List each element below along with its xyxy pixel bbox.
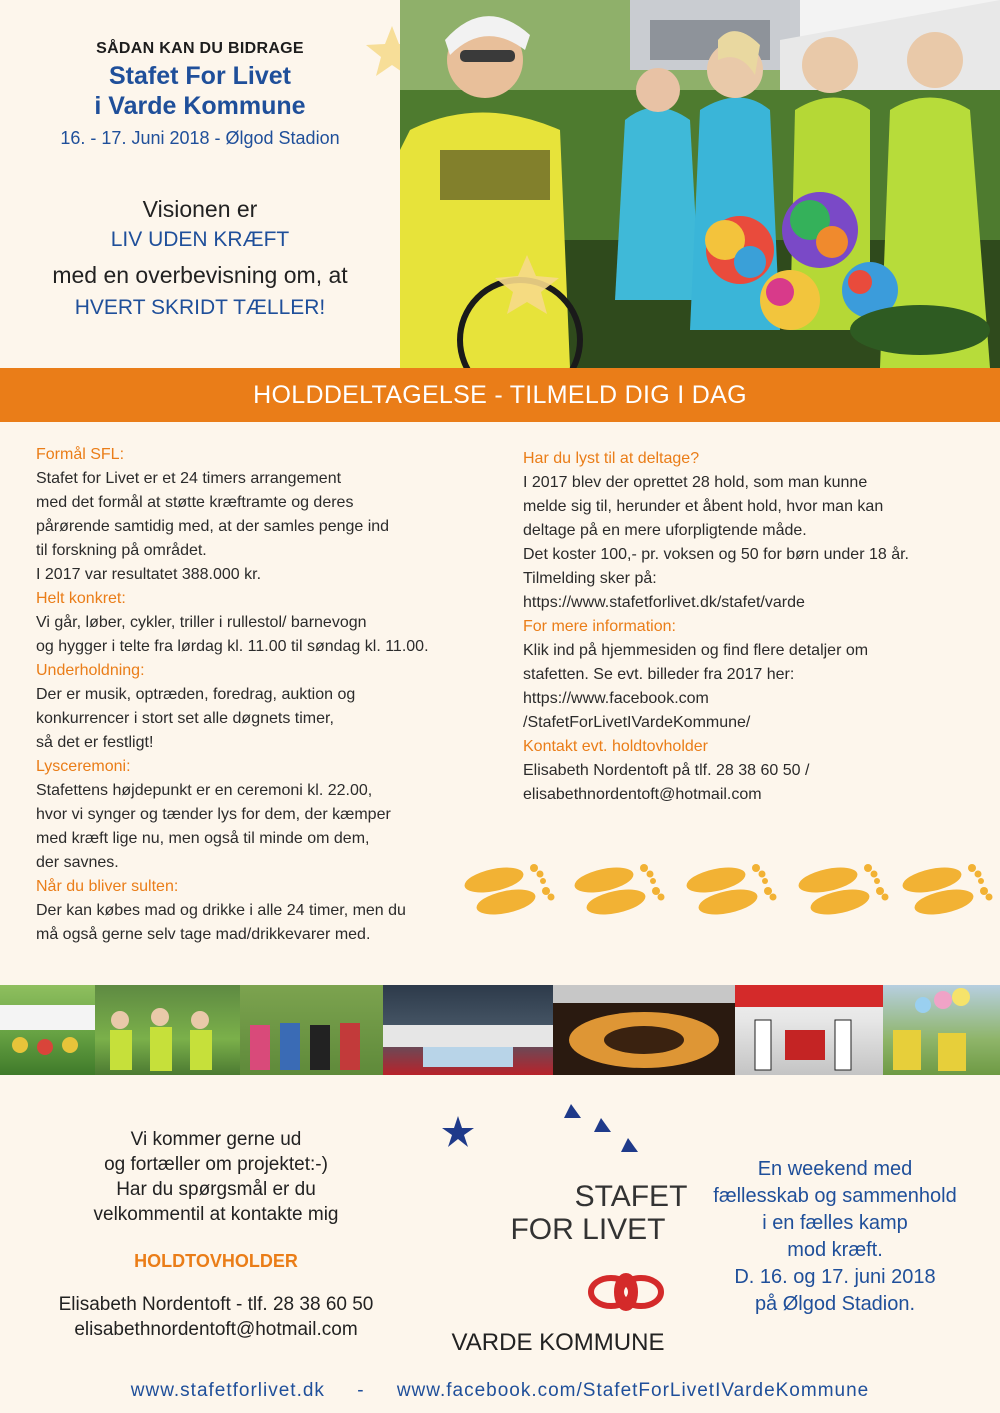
- contact-email[interactable]: elisabethnordentoft@hotmail.com: [74, 1319, 358, 1340]
- event-date: 16. - 17. Juni 2018 - Ølgod Stadion: [60, 128, 340, 148]
- summary-line: fællesskab og sammenhold: [713, 1185, 957, 1207]
- facebook-link[interactable]: https://www.facebook.com: [523, 690, 709, 707]
- heading-participate: Har du lyst til at deltage?: [523, 450, 700, 467]
- heading-ceremony: Lysceremoni:: [36, 758, 131, 775]
- vision-line1: Visionen er: [142, 196, 258, 222]
- text-line: der savnes.: [36, 854, 119, 871]
- text-line: Klik ind på hjemmesiden og find flere detaljer om: [523, 642, 869, 659]
- text-line: så det er festligt!: [36, 734, 154, 751]
- contact-phone: Elisabeth Nordentoft - tlf. 28 38 60 50: [58, 1294, 374, 1315]
- facebook-page-link[interactable]: www.facebook.com/StafetForLivetIVardeKommune: [396, 1380, 870, 1401]
- heading-food: Når du bliver sulten:: [36, 878, 179, 895]
- kicker-text: SÅDAN KAN DU BIDRAGE: [96, 40, 304, 57]
- logo-text-line1: STAFET: [574, 1180, 688, 1213]
- summary-line: i en fælles kamp: [762, 1212, 908, 1234]
- text-line: I 2017 var resultatet 388.000 kr.: [36, 566, 262, 583]
- hero-illustration: [400, 0, 1000, 368]
- text-line: hvor vi synger og tænder lys for dem, der kæmper: [36, 806, 391, 823]
- facebook-link-path[interactable]: /StafetForLivetIVardeKommune/: [523, 714, 751, 731]
- info-column-left: [36, 443, 506, 947]
- photo-thumbnail: [240, 985, 383, 1075]
- text-line: I 2017 blev der oprettet 28 hold, som man kunne: [523, 474, 868, 491]
- text-line: Der er musik, optræden, foredrag, auktion og: [36, 686, 356, 703]
- text-line: pårørende samtidig med, at der samles penge ind: [36, 518, 390, 535]
- text-line: konkurrencer i stort set alle døgnets timer,: [36, 710, 334, 727]
- info-column-right: [523, 447, 983, 807]
- heading-purpose: Formål SFL:: [36, 446, 125, 463]
- text-line: Det koster 100,- pr. voksen og 50 for børn under 18 år.: [523, 546, 909, 563]
- vision-line2: LIV UDEN KRÆFT: [110, 228, 290, 251]
- event-title-line1: Stafet For Livet: [109, 62, 291, 90]
- hero-photo: [400, 0, 1000, 368]
- logo-text-line2: FOR LIVET: [510, 1213, 666, 1246]
- text-line: med det formål at støtte kræftramte og deres: [36, 494, 354, 511]
- triangle-icon: [621, 1138, 638, 1152]
- text-line: Stafettens højdepunkt er en ceremoni kl. 22.00,: [36, 782, 373, 799]
- logo-municipality: VARDE KOMMUNE: [451, 1329, 665, 1356]
- summary-line: på Ølgod Stadion.: [754, 1293, 916, 1315]
- text-line: melde sig til, herunder et åbent hold, hvor man kan: [523, 498, 884, 515]
- summary-line: D. 16. og 17. juni 2018: [734, 1266, 936, 1288]
- text-line: Vi går, løber, cykler, triller i rullestol/ barnevogn: [36, 614, 367, 631]
- star-icon: [442, 1116, 474, 1147]
- text-line: Der kan købes mad og drikke i alle 24 timer, men du: [36, 902, 406, 919]
- text-line: med kræft lige nu, men også til minde om dem,: [36, 830, 370, 847]
- footprint-icon: [462, 863, 554, 919]
- footprint-icon: [684, 863, 776, 919]
- triangle-icon: [564, 1104, 581, 1118]
- contact-text-line: og fortæller om projektet:-): [104, 1154, 328, 1175]
- photo-thumbnail: [383, 985, 553, 1075]
- footer-links: [0, 1380, 1000, 1402]
- text-line: må også gerne selv tage mad/drikkevarer med.: [36, 926, 371, 943]
- heading-more-info: For mere information:: [523, 618, 676, 635]
- contact-role: HOLDTOVHOLDER: [134, 1251, 298, 1271]
- photo-thumbnail: [95, 985, 240, 1075]
- email-link[interactable]: elisabethnordentoft@hotmail.com: [523, 786, 762, 803]
- text-line: og hygger i telte fra lørdag kl. 11.00 til søndag kl. 11.00.: [36, 638, 429, 655]
- vision-line4: HVERT SKRIDT TÆLLER!: [74, 296, 326, 319]
- photo-thumbnail: [735, 985, 883, 1075]
- contact-text-line: Vi kommer gerne ud: [130, 1129, 302, 1150]
- photo-thumbnail: [0, 985, 95, 1075]
- footprints-decoration: [448, 852, 998, 922]
- vision-line3: med en overbevisning om, at: [52, 262, 348, 288]
- footer-separator: -: [357, 1380, 365, 1401]
- website-link[interactable]: www.stafetforlivet.dk: [130, 1380, 325, 1401]
- infinity-knot-icon: [591, 1276, 661, 1308]
- photo-thumbnail: [883, 985, 1000, 1075]
- text-line: til forskning på området.: [36, 542, 207, 559]
- contact-block: [16, 1127, 416, 1342]
- contact-text-line: Har du spørgsmål er du: [116, 1179, 316, 1200]
- text-line: stafetten. Se evt. billeder fra 2017 her:: [523, 666, 795, 683]
- summary-line: mod kræft.: [787, 1239, 883, 1261]
- footprint-icon: [900, 863, 992, 919]
- stafet-for-livet-logo: [436, 1098, 706, 1363]
- text-line: Stafet for Livet er et 24 timers arrangement: [36, 470, 342, 487]
- photo-strip: [0, 985, 1000, 1075]
- text-line: Tilmelding sker på:: [523, 570, 657, 587]
- text-line: deltage på en mere uforpligtende måde.: [523, 522, 807, 539]
- heading-entertainment: Underholdning:: [36, 662, 145, 679]
- heading-concrete: Helt konkret:: [36, 590, 126, 607]
- heading-contact: Kontakt evt. holdtovholder: [523, 738, 709, 755]
- photo-thumbnail: [553, 985, 735, 1075]
- contact-text-line: velkommentil at kontakte mig: [93, 1204, 339, 1225]
- signup-banner: HOLDDELTAGELSE - TILMELD DIG I DAG: [0, 368, 1000, 422]
- footprint-icon: [796, 863, 888, 919]
- triangle-icon: [594, 1118, 611, 1132]
- footprint-icon: [572, 863, 664, 919]
- intro-section: [0, 0, 400, 368]
- event-title-line2: i Varde Kommune: [94, 92, 306, 120]
- event-summary: [680, 1156, 990, 1318]
- signup-link[interactable]: https://www.stafetforlivet.dk/stafet/varde: [523, 594, 805, 611]
- summary-line: En weekend med: [757, 1158, 913, 1180]
- text-line: Elisabeth Nordentoft på tlf. 28 38 60 50 /: [523, 762, 810, 779]
